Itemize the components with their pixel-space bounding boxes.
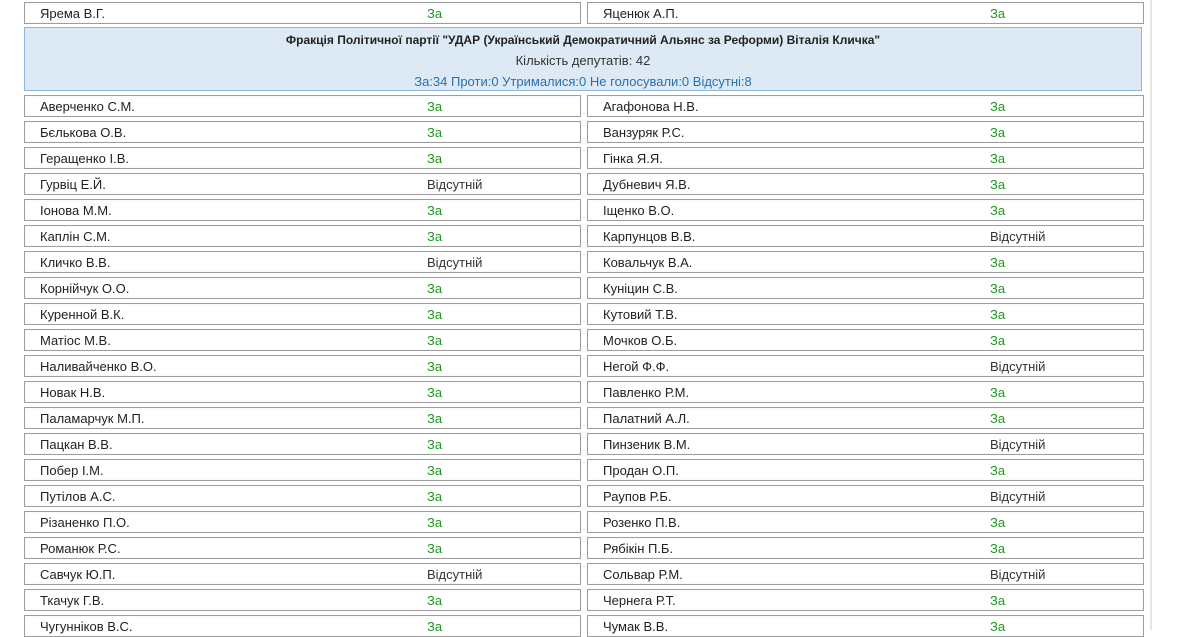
table-row bbox=[24, 537, 1144, 559]
table-row bbox=[24, 459, 1144, 481]
deputy-name: Романюк Р.С. bbox=[40, 541, 121, 556]
table-row bbox=[24, 225, 1144, 247]
deputy-cell bbox=[587, 2, 1144, 24]
deputy-cell bbox=[24, 329, 581, 351]
table-row bbox=[24, 329, 1144, 351]
deputy-vote: За bbox=[427, 593, 443, 608]
deputy-vote: За bbox=[427, 411, 443, 426]
deputy-cell bbox=[24, 485, 581, 507]
deputy-vote: Відсутній bbox=[990, 567, 1046, 582]
deputy-vote: За bbox=[427, 359, 443, 374]
deputy-name: Продан О.П. bbox=[603, 463, 679, 478]
deputy-name: Палатний А.Л. bbox=[603, 411, 690, 426]
deputy-cell bbox=[587, 121, 1144, 143]
deputy-name: Павленко Р.М. bbox=[603, 385, 690, 400]
deputy-vote: За bbox=[427, 151, 443, 166]
deputy-cell bbox=[587, 459, 1144, 481]
deputy-name: Іонова М.М. bbox=[40, 203, 112, 218]
deputy-cell bbox=[24, 537, 581, 559]
top-row bbox=[24, 2, 1144, 24]
deputy-name: Дубневич Я.В. bbox=[603, 177, 691, 192]
deputy-cell bbox=[587, 381, 1144, 403]
deputy-name: Корнійчук О.О. bbox=[40, 281, 130, 296]
deputy-vote: За bbox=[990, 619, 1006, 634]
deputy-cell bbox=[24, 433, 581, 455]
deputy-name: Наливайченко В.О. bbox=[40, 359, 157, 374]
deputy-cell bbox=[587, 303, 1144, 325]
deputy-vote: За bbox=[990, 99, 1006, 114]
deputy-name: Паламарчук М.П. bbox=[40, 411, 145, 426]
deputy-vote: За bbox=[990, 125, 1006, 140]
deputy-cell bbox=[24, 2, 581, 24]
deputy-cell bbox=[24, 251, 581, 273]
deputy-name: Яценюк А.П. bbox=[603, 6, 679, 21]
deputy-cell bbox=[24, 277, 581, 299]
faction-title: Фракція Політичної партії "УДАР (Український Демократичний Альянс за Реформи) Віталія Кличка" bbox=[285, 33, 881, 47]
deputy-vote: За bbox=[427, 307, 443, 322]
deputy-name: Сольвар Р.М. bbox=[603, 567, 683, 582]
deputy-vote: За bbox=[427, 619, 443, 634]
deputy-cell bbox=[587, 225, 1144, 247]
table-row bbox=[24, 147, 1144, 169]
deputy-name: Каплін С.М. bbox=[40, 229, 111, 244]
table-row bbox=[24, 485, 1144, 507]
deputy-cell bbox=[24, 615, 581, 637]
deputy-name: Путілов А.С. bbox=[40, 489, 116, 504]
deputy-cell bbox=[587, 95, 1144, 117]
deputy-vote: За bbox=[990, 151, 1006, 166]
deputy-vote: За bbox=[990, 307, 1006, 322]
deputy-vote: За bbox=[427, 463, 443, 478]
deputy-name: Чернега Р.Т. bbox=[603, 593, 676, 608]
deputy-cell bbox=[587, 589, 1144, 611]
deputy-vote: За bbox=[990, 385, 1006, 400]
deputy-cell bbox=[587, 251, 1144, 273]
table-row bbox=[24, 511, 1144, 533]
deputy-name: Гурвіц Е.Й. bbox=[40, 177, 106, 192]
deputy-name: Куренной В.К. bbox=[40, 307, 125, 322]
deputy-cell bbox=[24, 589, 581, 611]
deputy-vote: За bbox=[990, 177, 1006, 192]
deputy-name: Аверченко С.М. bbox=[40, 99, 135, 114]
deputy-vote: За bbox=[990, 6, 1006, 21]
deputy-name: Геращенко І.В. bbox=[40, 151, 130, 166]
deputy-vote: За bbox=[427, 385, 443, 400]
deputy-vote: За bbox=[990, 333, 1006, 348]
table-row bbox=[24, 173, 1144, 195]
deputy-cell bbox=[24, 95, 581, 117]
deputy-vote: За bbox=[427, 229, 443, 244]
deputy-name: Гінка Я.Я. bbox=[603, 151, 663, 166]
deputy-cell bbox=[24, 121, 581, 143]
deputy-name: Раупов Р.Б. bbox=[603, 489, 672, 504]
deputy-name: Агафонова Н.В. bbox=[603, 99, 699, 114]
deputy-name: Розенко П.В. bbox=[603, 515, 681, 530]
deputy-vote: Відсутній bbox=[990, 359, 1046, 374]
deputy-vote: За bbox=[427, 281, 443, 296]
deputy-cell bbox=[587, 433, 1144, 455]
table-row bbox=[24, 95, 1144, 117]
deputy-cell bbox=[24, 381, 581, 403]
deputy-cell bbox=[587, 563, 1144, 585]
deputy-cell bbox=[587, 511, 1144, 533]
deputy-vote: Відсутній bbox=[990, 229, 1046, 244]
deputy-cell bbox=[24, 199, 581, 221]
deputy-vote: За bbox=[427, 489, 443, 504]
table-row bbox=[24, 251, 1144, 273]
deputy-name: Чугунніков В.С. bbox=[40, 619, 133, 634]
table-row bbox=[24, 121, 1144, 143]
deputy-vote: За bbox=[427, 541, 443, 556]
deputy-cell bbox=[587, 615, 1144, 637]
deputy-vote: Відсутній bbox=[427, 567, 483, 582]
deputy-name: Куніцин С.В. bbox=[603, 281, 678, 296]
deputy-name: Савчук Ю.П. bbox=[40, 567, 116, 582]
deputy-name: Різаненко П.О. bbox=[40, 515, 130, 530]
deputy-cell bbox=[24, 303, 581, 325]
faction-vote-stats: За:34 Проти:0 Утрималися:0 Не голосували:0 Відсутні:8 bbox=[414, 74, 752, 89]
deputy-name: Чумак В.В. bbox=[603, 619, 669, 634]
deputy-cell bbox=[587, 329, 1144, 351]
deputy-name: Кутовий Т.В. bbox=[603, 307, 678, 322]
deputy-vote: За bbox=[427, 99, 443, 114]
deputy-vote: За bbox=[427, 6, 443, 21]
deputy-vote: Відсутній bbox=[990, 489, 1046, 504]
deputy-name: Кличко В.В. bbox=[40, 255, 111, 270]
deputy-name: Ярема В.Г. bbox=[40, 6, 105, 21]
deputy-name: Мочков О.Б. bbox=[603, 333, 678, 348]
deputy-cell bbox=[24, 225, 581, 247]
table-row bbox=[24, 407, 1144, 429]
deputy-vote: За bbox=[990, 281, 1006, 296]
deputy-name: Іщенко В.О. bbox=[603, 203, 675, 218]
deputy-name: Карпунцов В.В. bbox=[603, 229, 696, 244]
table-row bbox=[24, 563, 1144, 585]
deputy-vote: За bbox=[427, 203, 443, 218]
deputy-vote: За bbox=[427, 125, 443, 140]
deputy-name: Пинзеник В.М. bbox=[603, 437, 691, 452]
table-row bbox=[24, 277, 1144, 299]
deputy-cell bbox=[587, 199, 1144, 221]
deputy-cell bbox=[24, 511, 581, 533]
deputy-cell bbox=[587, 277, 1144, 299]
deputy-name: Ткачук Г.В. bbox=[40, 593, 105, 608]
deputy-name: Новак Н.В. bbox=[40, 385, 106, 400]
faction-deputy-count: Кількість депутатів: 42 bbox=[515, 53, 651, 68]
deputy-cell bbox=[587, 355, 1144, 377]
deputy-cell bbox=[24, 173, 581, 195]
deputy-name: Ковальчук В.А. bbox=[603, 255, 693, 270]
deputy-vote: За bbox=[990, 541, 1006, 556]
table-row bbox=[24, 589, 1144, 611]
deputy-vote: За bbox=[990, 203, 1006, 218]
faction-header bbox=[24, 27, 1142, 91]
deputy-cell bbox=[24, 407, 581, 429]
deputy-name: Пацкан В.В. bbox=[40, 437, 113, 452]
deputy-vote: Відсутній bbox=[427, 177, 483, 192]
deputy-cell bbox=[24, 147, 581, 169]
deputy-cell bbox=[24, 563, 581, 585]
table-row bbox=[24, 381, 1144, 403]
deputy-vote: За bbox=[990, 515, 1006, 530]
deputy-cell bbox=[24, 355, 581, 377]
deputy-vote: За bbox=[990, 593, 1006, 608]
deputy-vote: За bbox=[990, 255, 1006, 270]
deputy-vote: За bbox=[427, 333, 443, 348]
deputy-cell bbox=[587, 173, 1144, 195]
deputy-vote: Відсутній bbox=[990, 437, 1046, 452]
table-row bbox=[24, 615, 1144, 637]
deputy-name: Матіос М.В. bbox=[40, 333, 111, 348]
table-row bbox=[24, 433, 1144, 455]
table-row bbox=[24, 355, 1144, 377]
deputy-name: Вaнзуряк Р.С. bbox=[603, 125, 685, 140]
deputy-cell bbox=[587, 485, 1144, 507]
deputy-vote: Відсутній bbox=[427, 255, 483, 270]
deputy-cell bbox=[587, 537, 1144, 559]
deputy-name: Негой Ф.Ф. bbox=[603, 359, 670, 374]
deputy-vote: За bbox=[427, 515, 443, 530]
deputy-name: Рябікін П.Б. bbox=[603, 541, 674, 556]
deputy-cell bbox=[24, 459, 581, 481]
deputy-vote: За bbox=[990, 411, 1006, 426]
deputy-name: Бєлькова О.В. bbox=[40, 125, 127, 140]
deputy-cell bbox=[587, 407, 1144, 429]
deputy-vote: За bbox=[990, 463, 1006, 478]
page-scroll-edge bbox=[1150, 0, 1152, 630]
deputy-name: Побер І.М. bbox=[40, 463, 104, 478]
deputy-vote: За bbox=[427, 437, 443, 452]
table-row bbox=[24, 199, 1144, 221]
deputy-cell bbox=[587, 147, 1144, 169]
table-row bbox=[24, 303, 1144, 325]
